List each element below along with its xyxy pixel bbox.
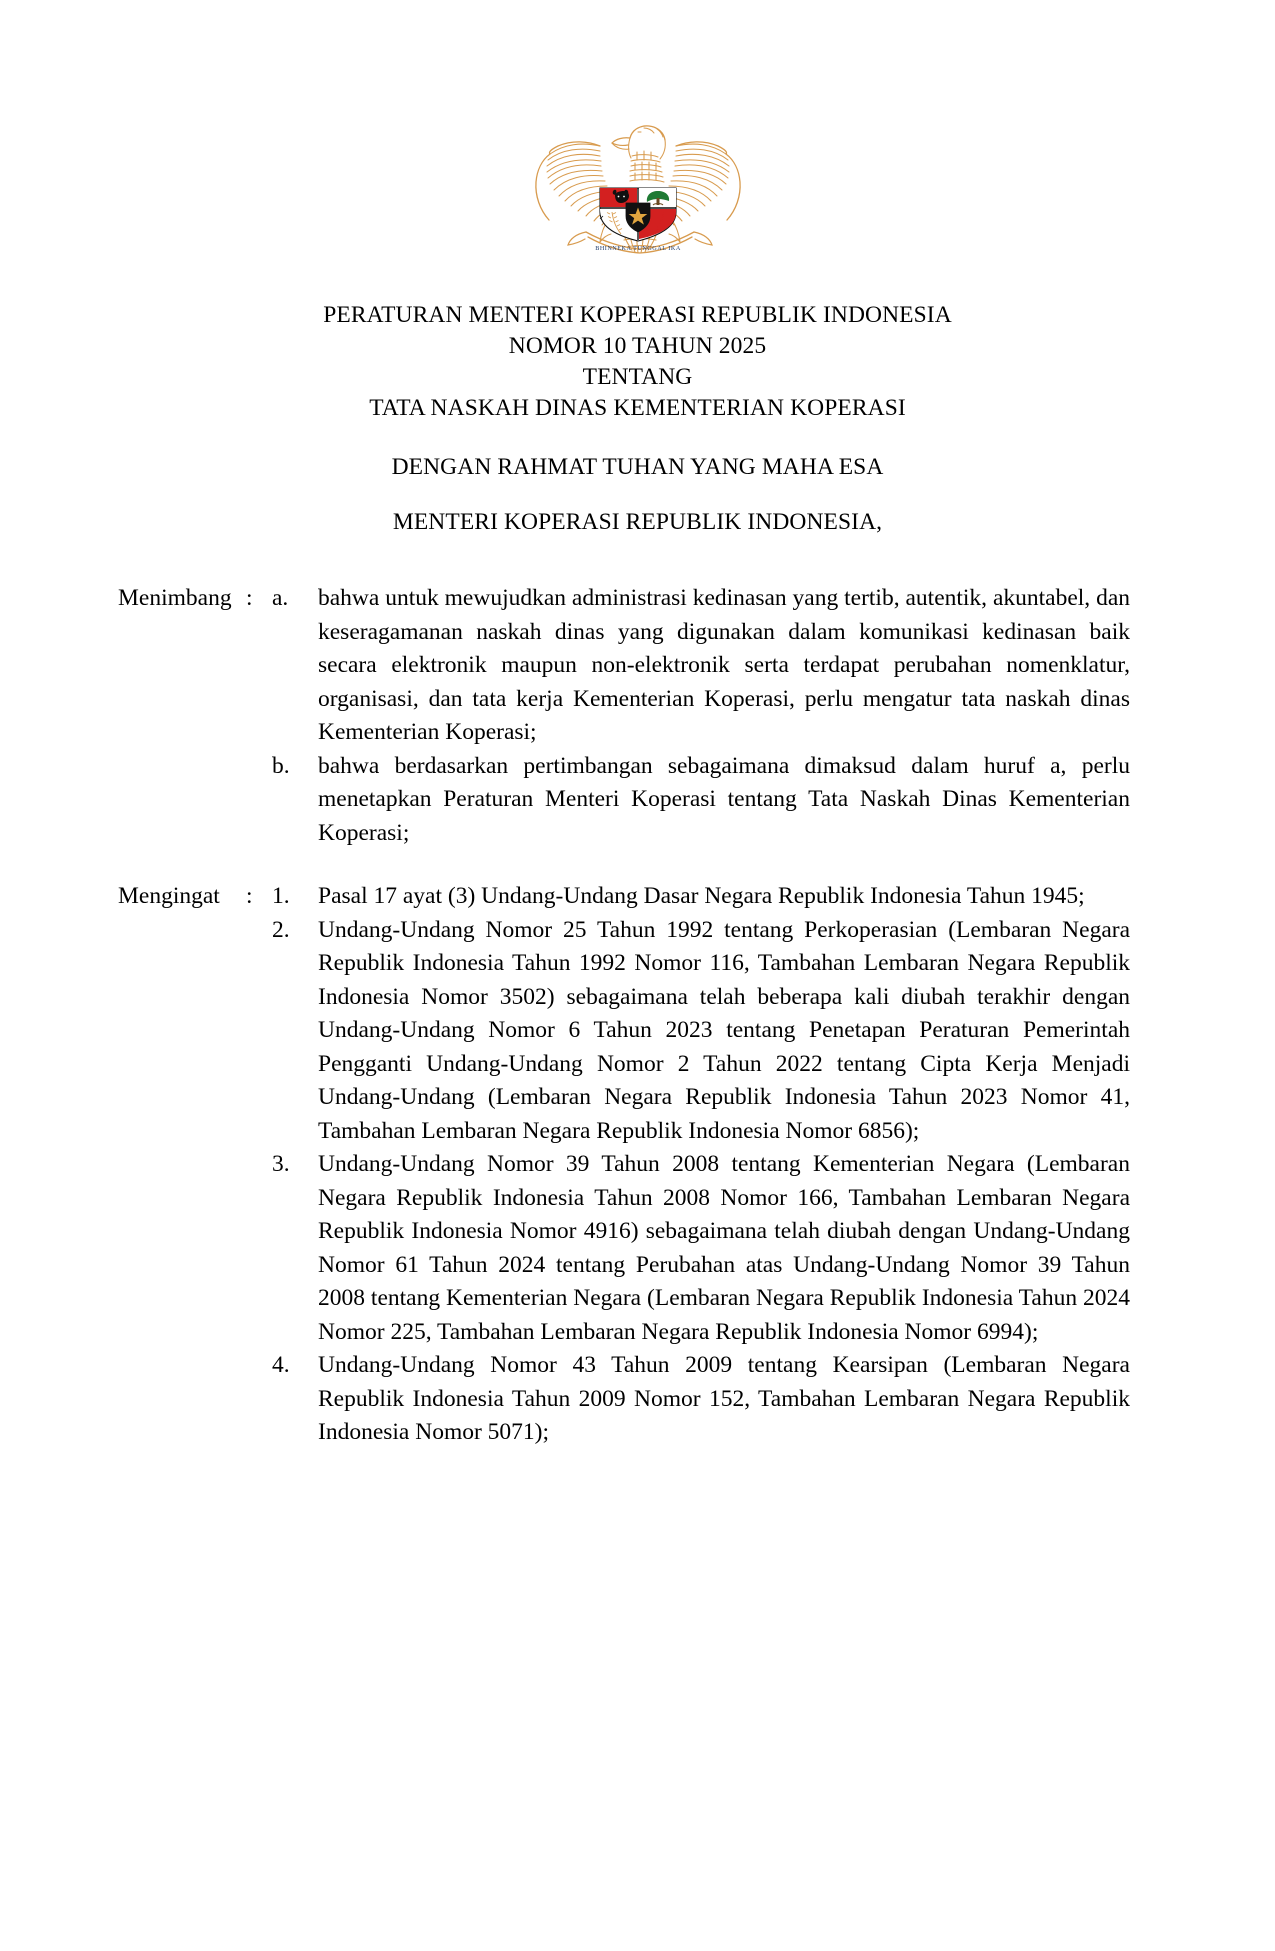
clause-label-mengingat: Mengingat [118, 883, 220, 909]
emblem-container [0, 0, 1275, 260]
list-item [272, 914, 1130, 1149]
blessing-line: DENGAN RAHMAT TUHAN YANG MAHA ESA [391, 454, 884, 480]
clause-mengingat [118, 880, 1130, 1450]
list-item [272, 1148, 1130, 1349]
heading-spacer-2 [0, 483, 1275, 507]
regulation-title-line-1: PERATURAN MENTERI KOPERASI REPUBLIK INDONESIA [323, 302, 952, 328]
clause-label-menimbang: Menimbang [118, 585, 232, 611]
item-text: Undang-Undang Nomor 43 Tahun 2009 tentang Kearsipan (Lembaran Negara Republik Indonesia Tahun 2009 Nomor 152, Tambahan Lembaran Negara Republik Indonesia Nomor 5071); [318, 1352, 1130, 1445]
garuda-pancasila-emblem [508, 108, 768, 260]
list-item [272, 750, 1130, 851]
item-text: Undang-Undang Nomor 25 Tahun 1992 tentang Perkoperasian (Lembaran Negara Republik Indonesia Tahun 1992 Nomor 116, Tambahan Lembaran Negara Republik Indonesia Nomor 3502) sebagaimana telah beberapa kali diubah terakhir dengan Undang-Undang Nomor 6 Tahun 2023 tentang Penetapan Peraturan Pemerintah Pengganti Undang-Undang Nomor 2 Tahun 2022 tentang Cipta Kerja Menjadi Undang-Undang (Lembaran Negara Republik Indonesia Tahun 2023 Nomor 41, Tambahan Lembaran Negara Republik Indonesia Nomor 6856); [318, 916, 1130, 1144]
clause-menimbang [118, 582, 1130, 850]
heading-spacer-1 [0, 424, 1275, 452]
item-text: Pasal 17 ayat (3) Undang-Undang Dasar Negara Republik Indonesia Tahun 1945; [318, 883, 1085, 909]
clause-items-mengingat [272, 880, 1130, 1450]
ribbon-motto: BHINNEKA TUNGGAL IKA [594, 245, 681, 252]
list-item [272, 582, 1130, 750]
item-marker: a. [272, 585, 289, 611]
clause-colon-mengingat: : [246, 883, 253, 909]
item-text: Undang-Undang Nomor 39 Tahun 2008 tentang Kementerian Negara (Lembaran Negara Republik Indonesia Tahun 2008 Nomor 166, Tambahan Lembaran Negara Republik Indonesia Nomor 4916) sebagaimana telah diubah dengan Undang-Undang Nomor 61 Tahun 2024 tentang Perubahan atas Undang-Undang Nomor 39 Tahun 2008 tentang Kementerian Negara (Lembaran Negara Republik Indonesia Tahun 2024 Nomor 225, Tambahan Lembaran Negara Republik Indonesia Nomor 6994); [318, 1151, 1130, 1345]
regulation-number-line: NOMOR 10 TAHUN 2025 [508, 333, 767, 359]
document-heading [0, 300, 1275, 538]
pancasila-shield [600, 188, 676, 241]
list-item [272, 880, 1130, 914]
document-body [0, 582, 1275, 1450]
item-text: bahwa berdasarkan pertimbangan sebagaimana dimaksud dalam huruf a, perlu menetapkan Peraturan Menteri Koperasi tentang Tata Naskah Dinas Kementerian Koperasi; [318, 752, 1130, 846]
item-marker: 1. [272, 883, 290, 909]
item-marker: b. [272, 752, 290, 779]
clause-items-menimbang [272, 582, 1130, 850]
item-marker: 2. [272, 916, 290, 943]
regulation-subject-line: TATA NASKAH DINAS KEMENTERIAN KOPERASI [369, 395, 906, 421]
item-marker: 3. [272, 1151, 290, 1177]
clause-colon-menimbang: : [246, 585, 253, 611]
item-marker: 4. [272, 1352, 290, 1378]
item-text: bahwa untuk mewujudkan administrasi kedinasan yang tertib, autentik, akuntabel, dan keseragamanan naskah dinas yang digunakan dalam komunikasi kedinasan baik secara elektronik maupun non-elektronik serta terdapat perubahan nomenklatur, organisasi, dan tata kerja Kementerian Koperasi, perlu mengatur tata naskah dinas Kementerian Koperasi; [318, 585, 1130, 745]
list-item [272, 1349, 1130, 1450]
regulation-tentang-line: TENTANG [582, 364, 693, 390]
authority-line: MENTERI KOPERASI REPUBLIK INDONESIA, [392, 509, 883, 535]
